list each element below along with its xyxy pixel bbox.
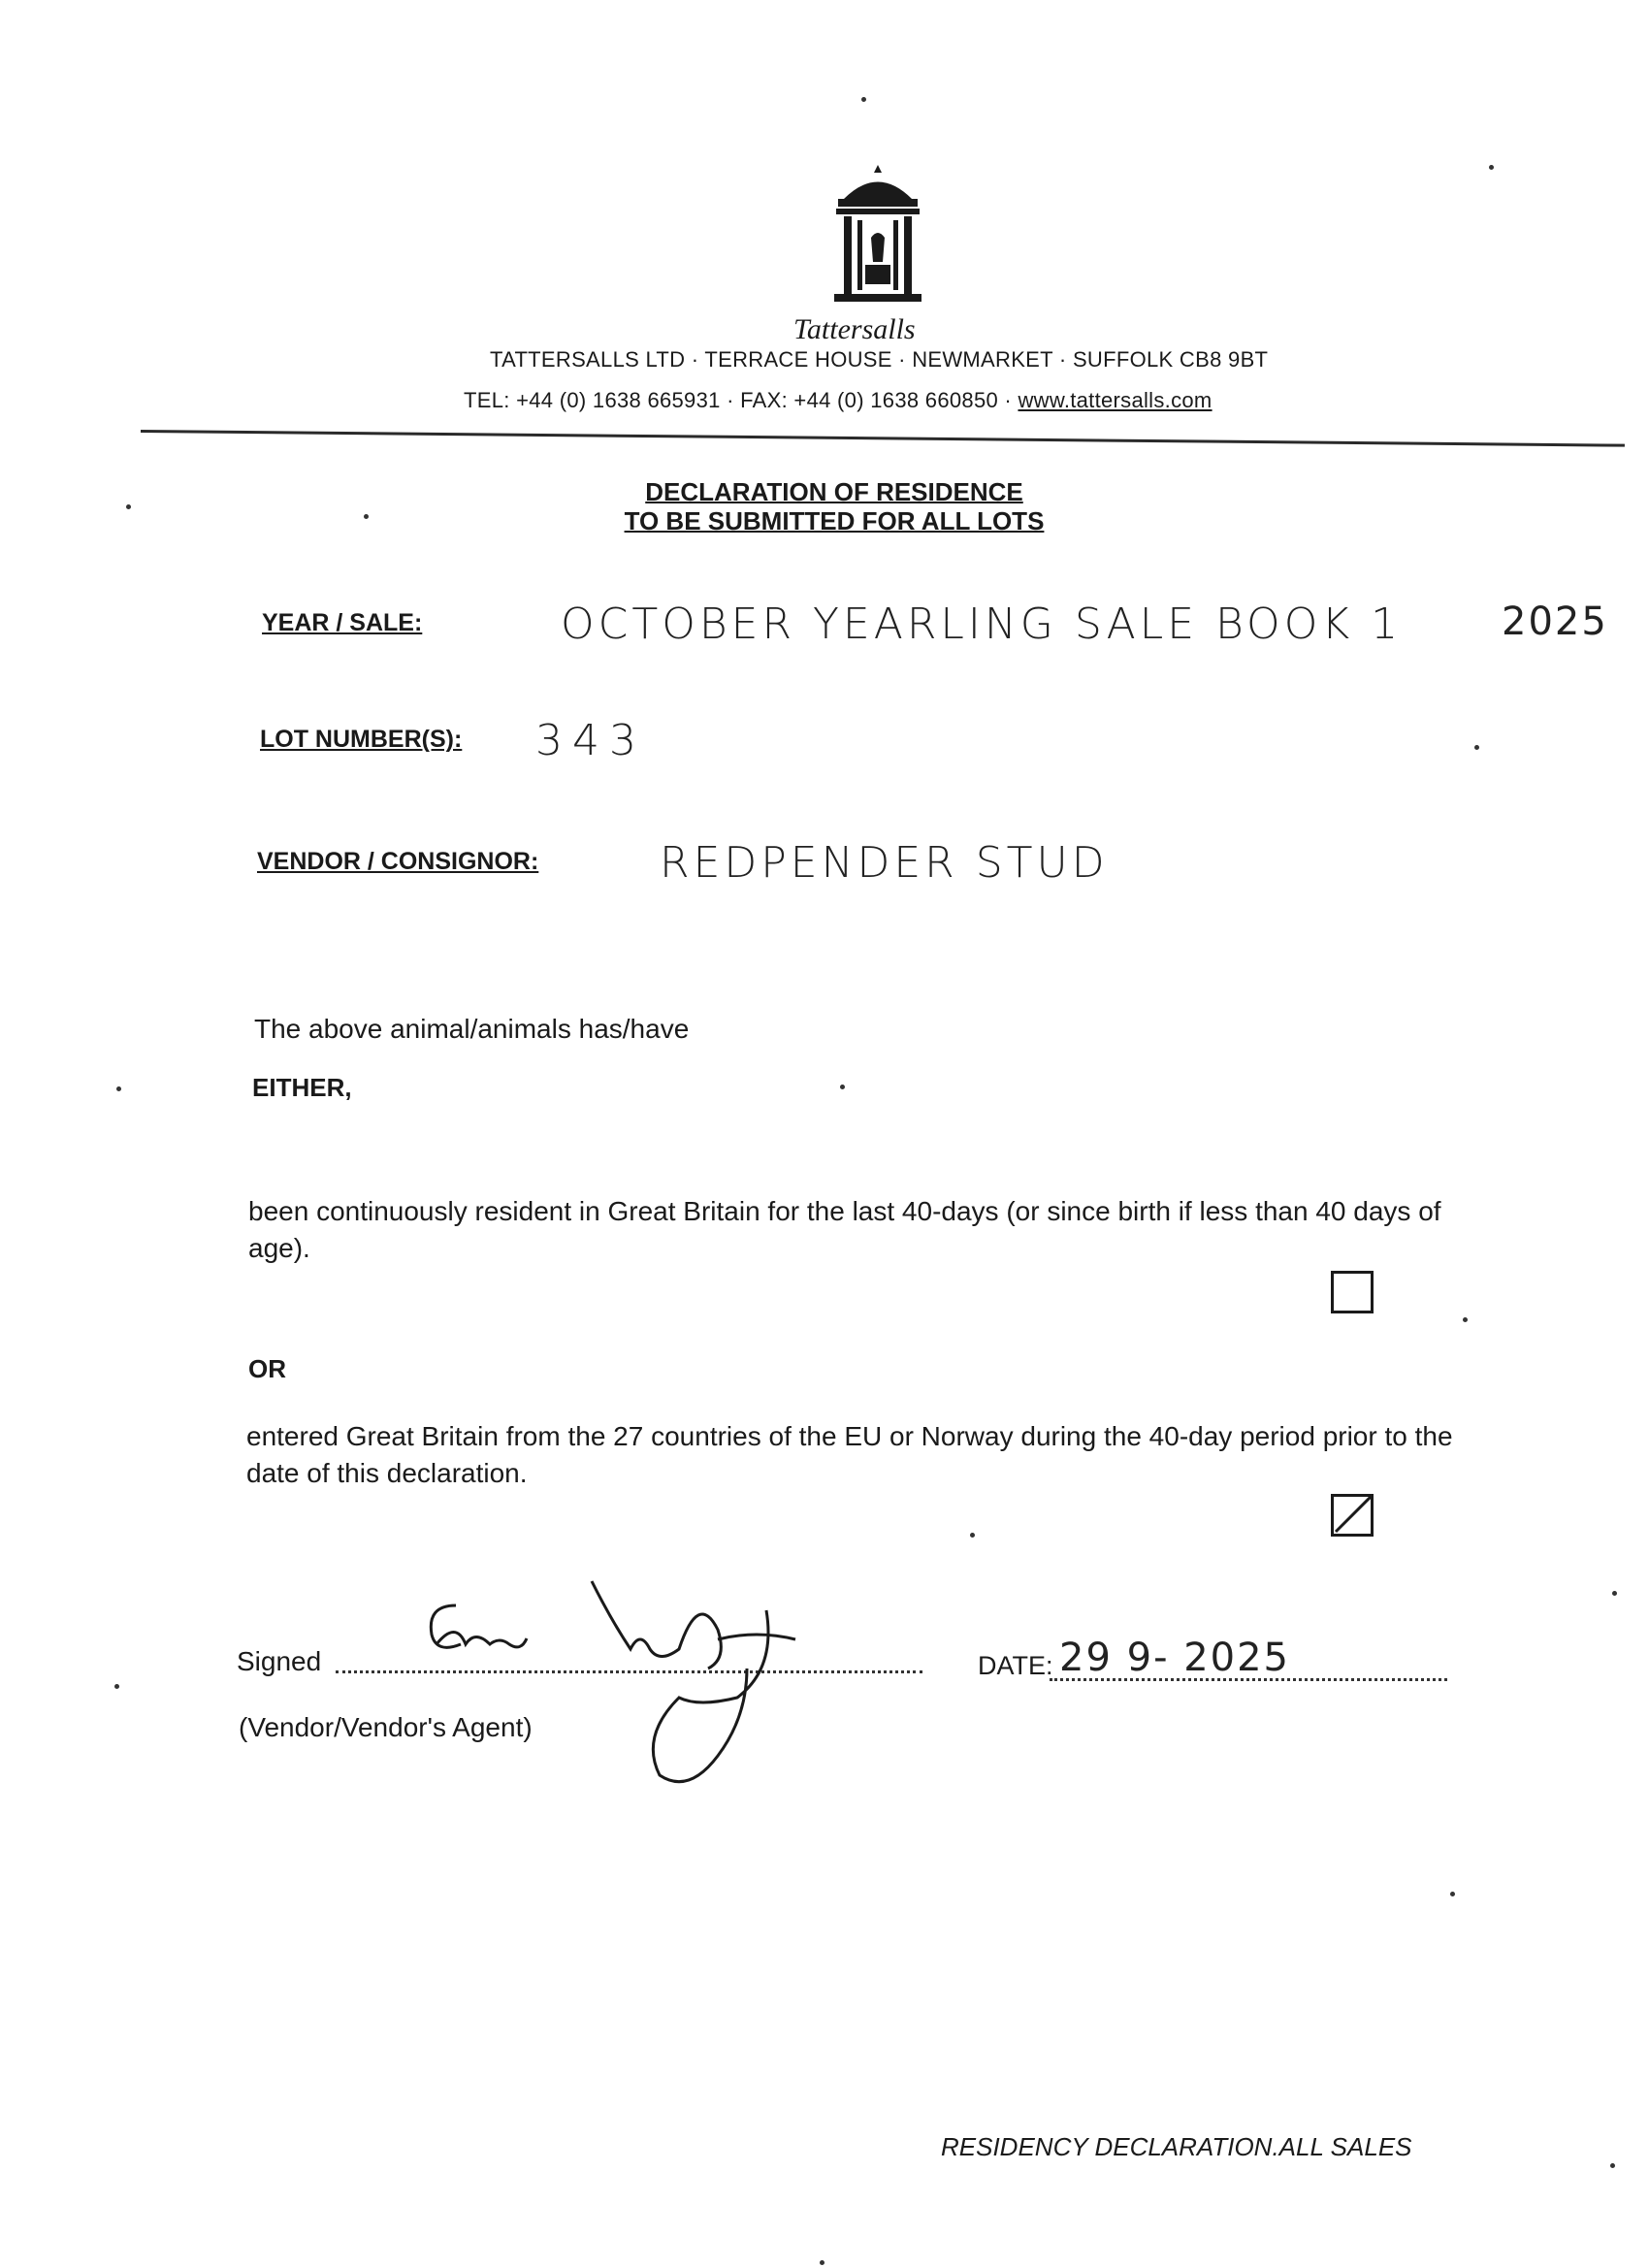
scan-speck xyxy=(970,1533,975,1538)
lot-number-label: LOT NUMBER(S): xyxy=(260,726,463,753)
date-value[interactable]: 29 9- 2025 xyxy=(1059,1636,1291,1680)
tattersalls-logo xyxy=(824,160,931,306)
checkmark-icon xyxy=(1334,1497,1371,1534)
scan-speck xyxy=(1610,2163,1615,2168)
date-label: DATE: xyxy=(978,1651,1053,1680)
scan-speck xyxy=(116,1086,121,1091)
title-line-1: DECLARATION OF RESIDENCE xyxy=(645,477,1023,506)
scan-speck xyxy=(364,514,369,519)
option-2-checkbox[interactable] xyxy=(1331,1494,1374,1537)
company-address: TATTERSALLS LTD · TERRACE HOUSE · NEWMARKET · SUFFOLK CB8 9BT xyxy=(490,347,1269,372)
option-1-text: been continuously resident in Great Britain for the last 40-days (or since birth if less than 40 days of age). xyxy=(248,1196,1441,1263)
handwritten-signature[interactable] xyxy=(398,1571,854,1804)
scan-speck xyxy=(820,2260,824,2265)
signed-label: Signed xyxy=(237,1646,322,1676)
scan-speck xyxy=(861,97,866,102)
contact-details: TEL: +44 (0) 1638 665931 · FAX: +44 (0) 1638 660850 · xyxy=(464,388,1018,412)
vendor-value[interactable]: REDPENDER STUD xyxy=(660,838,1109,888)
or-label: OR xyxy=(248,1354,286,1383)
footer-label: RESIDENCY DECLARATION.ALL SALES xyxy=(941,2132,1412,2161)
scan-speck xyxy=(126,504,131,509)
contact-line xyxy=(464,388,1212,413)
document-title xyxy=(543,477,1125,535)
year-sale-label: YEAR / SALE: xyxy=(262,609,423,636)
vendor-role-label: (Vendor/Vendor's Agent) xyxy=(239,1712,533,1742)
scan-speck xyxy=(1463,1317,1468,1322)
scan-speck xyxy=(1489,165,1494,170)
header-divider xyxy=(141,430,1625,447)
title-line-2: TO BE SUBMITTED FOR ALL LOTS xyxy=(624,506,1045,535)
year-value[interactable]: 2025 xyxy=(1502,599,1608,644)
lot-number-value[interactable]: 343 xyxy=(535,716,646,765)
scan-speck xyxy=(1450,1892,1455,1896)
scan-speck xyxy=(840,1085,845,1089)
website-link[interactable]: www.tattersalls.com xyxy=(1018,388,1212,412)
option-1-checkbox[interactable] xyxy=(1331,1271,1374,1313)
brand-wordmark: Tattersalls xyxy=(793,313,916,345)
vendor-label: VENDOR / CONSIGNOR: xyxy=(257,848,539,875)
scan-speck xyxy=(114,1684,119,1689)
year-sale-value[interactable]: OCTOBER YEARLING SALE BOOK 1 xyxy=(561,599,1403,649)
option-2-text: entered Great Britain from the 27 countries of the EU or Norway during the 40-day period prior to the date of this declaration. xyxy=(246,1421,1453,1488)
either-label: EITHER, xyxy=(252,1073,352,1102)
scan-speck xyxy=(1612,1591,1617,1596)
scan-speck xyxy=(1474,745,1479,750)
intro-text: The above animal/animals has/have xyxy=(254,1014,690,1044)
